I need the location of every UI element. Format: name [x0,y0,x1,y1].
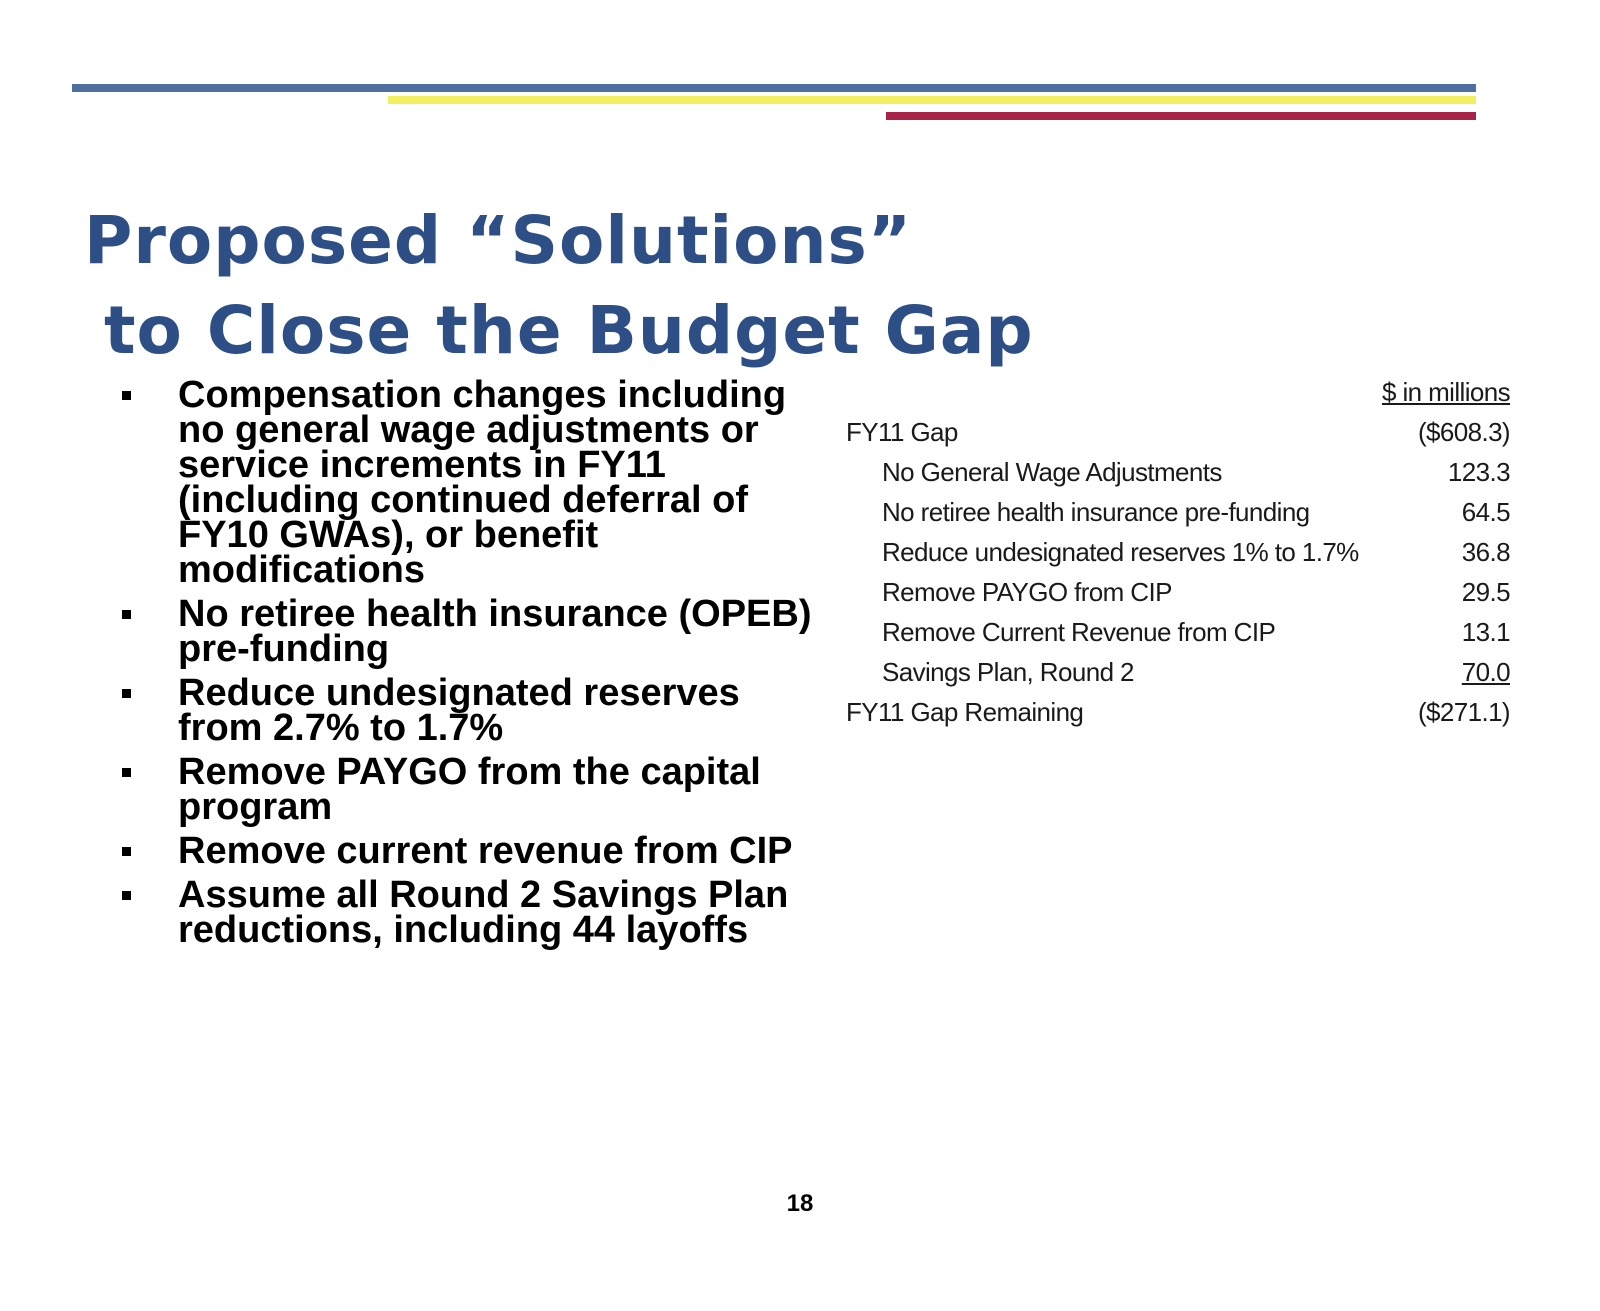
solutions-bullet-list [120,374,820,957]
bullet-square-icon [122,768,131,777]
item-label: Savings Plan, Round 2 [882,656,1134,687]
slide-title-line2: to Close the Budget Gap [104,292,1034,369]
item-label: No retiree health insurance pre-funding [882,496,1310,527]
table-row [836,452,1518,492]
item-value: 36.8 [1461,536,1510,567]
table-row-remaining [836,692,1518,732]
bullet-text: No retiree health insurance (OPEB) pre-funding [178,593,812,670]
bullet-item [120,593,820,670]
bullet-item [120,374,820,591]
bullet-text: Compensation changes including no general wage adjustments or service increments in FY11 (including continued deferral of FY10 GWAs), or benefit modifications [178,374,787,591]
bullet-text: Remove PAYGO from the capital program [178,751,761,828]
table-units-row [836,372,1518,412]
bullet-item [120,830,820,872]
page-number: 18 [786,1190,814,1217]
bullet-square-icon [122,689,131,698]
bullet-text: Assume all Round 2 Savings Plan reductions, including 44 layoffs [178,874,789,951]
item-value: 70.0 [1461,656,1510,687]
budget-gap-table [836,372,1518,732]
remaining-value: ($271.1) [1417,696,1510,727]
bullet-text: Reduce undesignated reserves from 2.7% to 1.7% [178,672,740,749]
slide-title-line1: Proposed “Solutions” [84,202,913,279]
item-value: 29.5 [1461,576,1510,607]
header-rule-yellow [388,96,1476,104]
item-value: 13.1 [1461,616,1510,647]
item-value: 123.3 [1447,456,1510,487]
table-row [836,532,1518,572]
table-row [836,492,1518,532]
table-row-gap [836,412,1518,452]
bullet-item [120,672,820,749]
slide-title [84,196,1034,376]
bullet-square-icon [122,891,131,900]
units-label: $ in millions [1381,376,1510,407]
table-row [836,612,1518,652]
bullet-square-icon [122,391,131,400]
header-rule-red [886,112,1476,120]
item-label: Reduce undesignated reserves 1% to 1.7% [882,536,1359,567]
gap-label: FY11 Gap [846,416,958,447]
bullet-item [120,874,820,951]
bullet-square-icon [122,610,131,619]
table-row [836,572,1518,612]
item-value: 64.5 [1461,496,1510,527]
remaining-label: FY11 Gap Remaining [846,696,1084,727]
item-label: No General Wage Adjustments [882,456,1222,487]
bullet-square-icon [122,847,131,856]
gap-value: ($608.3) [1417,416,1510,447]
item-label: Remove Current Revenue from CIP [882,616,1276,647]
table-row [836,652,1518,692]
bullet-item [120,751,820,828]
bullet-text: Remove current revenue from CIP [178,830,793,872]
header-rule-blue [72,84,1476,92]
item-label: Remove PAYGO from CIP [882,576,1172,607]
